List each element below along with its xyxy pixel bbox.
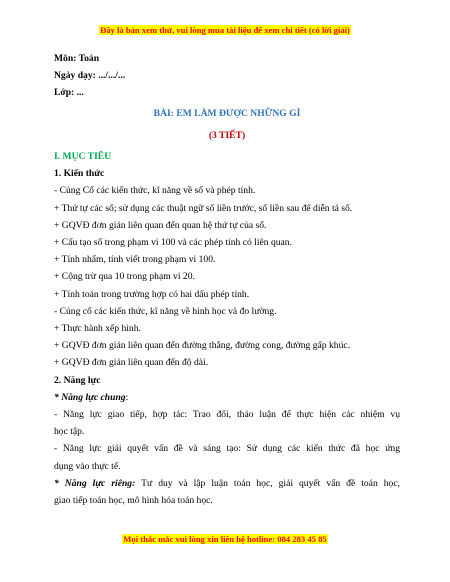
specific-competency — [54, 475, 400, 509]
knowledge-item: - Củng cố các kiến thức, kĩ năng về hình học và đo lường. — [54, 305, 277, 317]
knowledge-item: + GQVĐ đơn giản liên quan đến quan hệ thứ tự của số. — [54, 219, 267, 231]
date-line: Ngày dạy: .../.../... — [54, 70, 126, 82]
specific-competency-title: * Năng lực riêng: — [54, 477, 136, 489]
lesson-periods: (3 TIẾT) — [208, 129, 246, 141]
general-item-line: học tập. — [54, 426, 85, 438]
specific-competency-text: Tư duy và lập luận toán học, giải quyết vấn đề toán học, — [135, 477, 400, 489]
hotline-text: Mọi thắc mắc vui lòng xin liên hệ hotline: 084 283 45 85 — [123, 534, 327, 544]
knowledge-item: + Cộng trừ qua 10 trong phạm vi 20. — [54, 271, 195, 283]
lesson-title: BÀI: EM LÀM ĐƯỢC NHỮNG GÌ — [153, 107, 301, 119]
class-line: Lớp: ... — [54, 87, 84, 99]
general-competency-label — [54, 389, 400, 406]
general-item-line: - Năng lực giao tiếp, hợp tác: Trao đổi, thảo luận để thực hiện các nhiệm vụ — [54, 409, 400, 421]
knowledge-item: + Thứ tự các số; sử dụng các thuật ngữ số liền trước, số liền sau để diễn tả số. — [54, 202, 353, 214]
knowledge-item: + GQVĐ đơn giản liên quan đến độ dài. — [54, 357, 209, 369]
competency-heading: 2. Năng lực — [54, 374, 101, 386]
knowledge-item: + Tính nhẩm, tính viết trong phạm vi 100. — [54, 254, 216, 266]
knowledge-item: - Củng Cố các kiến thức, kĩ năng về số và phép tính. — [54, 185, 256, 197]
knowledge-heading: 1. Kiến thức — [54, 168, 105, 180]
general-competency-item — [54, 440, 400, 474]
document-body — [54, 50, 400, 509]
general-competency-colon: : — [125, 391, 129, 403]
knowledge-item: + Thực hành xếp hình. — [54, 323, 141, 335]
subject-line: Môn: Toán — [54, 53, 100, 64]
section-heading-objectives: I. MỤC TIÊU — [54, 151, 112, 163]
knowledge-item: + Cấu tạo số trong phạm vi 100 và các phép tính có liên quan. — [54, 237, 293, 249]
specific-competency-line: giao tiếp toán học, mô hình hóa toán học. — [54, 495, 213, 507]
general-item-line: dụng vào thực tế. — [54, 460, 121, 472]
knowledge-item: + GQVĐ đơn giản liên quan đến đường thẳng, đường cong, đường gấp khúc. — [54, 340, 351, 352]
preview-notice-text: Đây là bản xem thử, vui lòng mua tài liệu để xem chi tiết (có lời giải) — [100, 25, 350, 35]
hotline-banner — [0, 534, 450, 544]
general-competency-title: * Năng lực chung — [54, 391, 126, 403]
general-item-line: - Năng lực giải quyết vấn đề và sáng tạo: Sử dụng các kiến thức đã học ứng — [54, 443, 400, 455]
general-competency-item — [54, 406, 400, 440]
preview-notice-banner — [0, 25, 450, 35]
specific-competency-line — [54, 475, 400, 492]
knowledge-item: + Tính toán trong trường hợp có hai dấu phép tính. — [54, 288, 250, 300]
